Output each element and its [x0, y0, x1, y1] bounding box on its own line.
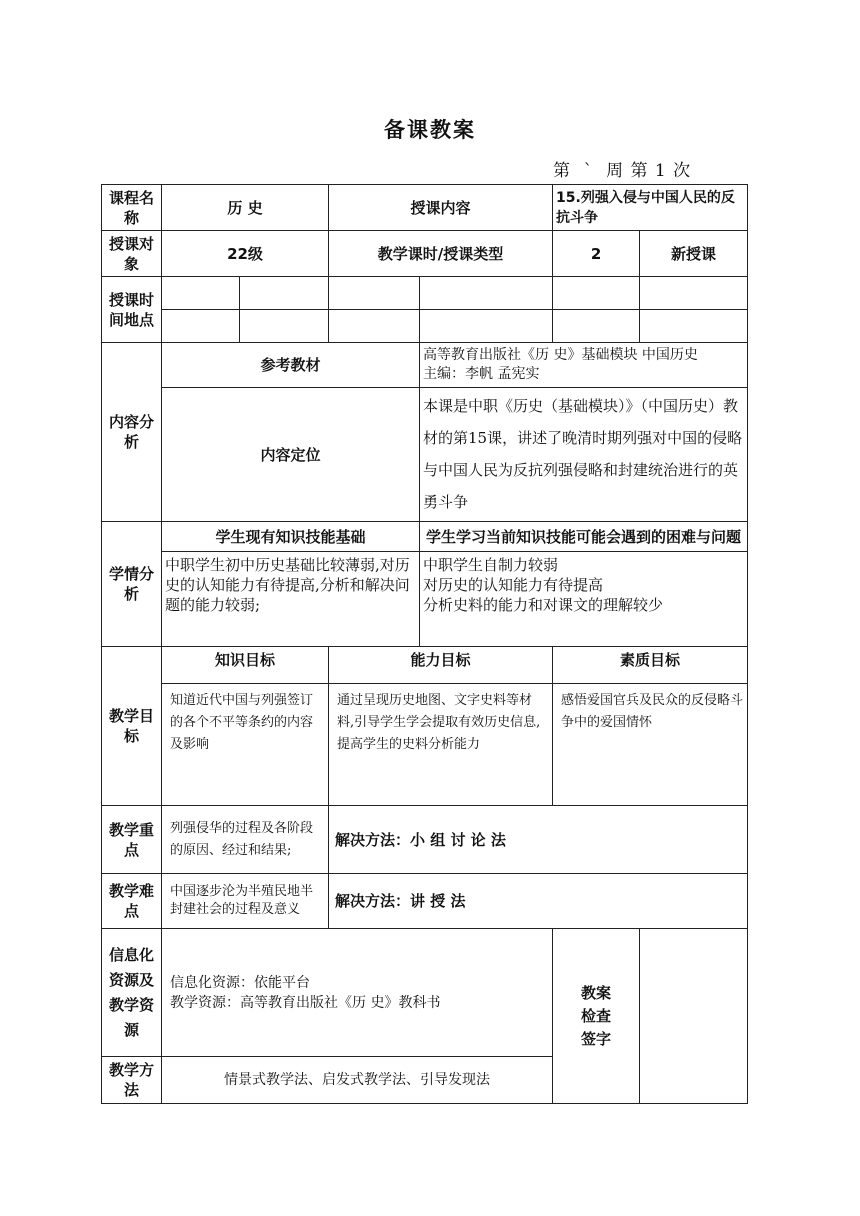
existing-skills-text: 中职学生初中历史基础比较薄弱,对历史的认知能力有待提高,分析和解决问题的能力较弱;: [162, 552, 420, 647]
target-label: 授课对象: [102, 231, 162, 277]
resource-line: 教学资源：高等教育出版社《历 史》教科书: [170, 994, 441, 1011]
time-place-cell[interactable]: [420, 277, 553, 310]
positioning-row: [102, 388, 748, 522]
resources-label: 信息化资源及教学资源: [102, 929, 162, 1057]
reference-row: [102, 343, 748, 388]
plan-check-signature-cell[interactable]: [640, 929, 748, 1104]
lesson-type-value: 新授课: [640, 231, 748, 277]
teaching-content-value: 15.列强入侵与中国人民的反抗斗争: [553, 185, 748, 231]
plan-check-signature-text: 教案检查签字: [581, 983, 612, 1048]
difficulty-label: 教学难点: [102, 874, 162, 929]
teaching-content-label: 授课内容: [329, 185, 553, 231]
resources-text: [162, 929, 553, 1057]
knowledge-goal-head: 知识目标: [162, 647, 329, 684]
target-value: 22级: [162, 231, 329, 277]
key-point-label: 教学重点: [102, 806, 162, 874]
time-place-cell[interactable]: [420, 310, 553, 343]
student-analysis-head-row: [102, 522, 748, 552]
ability-goal-head: 能力目标: [329, 647, 553, 684]
quality-goal-head: 素质目标: [553, 647, 748, 684]
reference-material-label: 参考教材: [162, 343, 420, 388]
reference-line: 高等教育出版社《历 史》基础模块 中国历史: [423, 347, 698, 363]
knowledge-goal-text: 知道近代中国与列强签订的各个不平等条约的内容及影响: [162, 684, 329, 806]
time-place-label: 授课时间地点: [102, 277, 162, 343]
existing-skills-head: 学生现有知识技能基础: [162, 522, 420, 552]
time-place-cell[interactable]: [329, 310, 420, 343]
lesson-plan-table: [101, 184, 748, 1104]
content-positioning-value: 本课是中职《历史（基础模块）》（中国历史）教材的第15课，讲述了晚清时期列强对中国的侵略与中国人民为反抗列强侵略和封建统治进行的英勇斗争: [420, 388, 748, 522]
time-place-cell[interactable]: [640, 277, 748, 310]
reference-line: 主编：李帆 孟宪实: [423, 366, 540, 382]
resource-line: 信息化资源：依能平台: [170, 974, 310, 991]
time-place-row: [102, 310, 748, 343]
time-place-cell[interactable]: [240, 310, 329, 343]
resources-row: [102, 929, 748, 1057]
plan-check-signature-label: [553, 929, 640, 1104]
difficulty-line: 对历史的认知能力有待提高: [423, 576, 604, 594]
week-session-line: 第 ` 周 第 1 次: [553, 161, 692, 181]
student-analysis-row: [102, 552, 748, 647]
time-place-cell[interactable]: [162, 310, 240, 343]
time-place-cell[interactable]: [640, 310, 748, 343]
time-place-cell[interactable]: [162, 277, 240, 310]
quality-goal-text: 感悟爱国官兵及民众的反侵略斗争中的爱国情怀: [553, 684, 748, 806]
time-place-row: [102, 277, 748, 310]
target-row: [102, 231, 748, 277]
content-positioning-label: 内容定位: [162, 388, 420, 522]
hours-type-label: 教学课时/授课类型: [329, 231, 553, 277]
difficulties-head: 学生学习当前知识技能可能会遇到的困难与问题: [420, 522, 748, 552]
goals-head-row: [102, 647, 748, 684]
reference-material-value: [420, 343, 748, 388]
difficulty-line: 中职学生自制力较弱: [423, 556, 559, 574]
student-analysis-label: 学情分析: [102, 522, 162, 647]
hours-value: 2: [553, 231, 640, 277]
document-title: 备课教案: [384, 118, 476, 142]
content-analysis-label: 内容分析: [102, 343, 162, 522]
ability-goal-text: 通过呈现历史地图、文字史料等材料,引导学生学会提取有效历史信息,提高学生的史料分析能力: [329, 684, 553, 806]
difficulty-text: 中国逐步沦为半殖民地半封建社会的过程及意义: [162, 874, 329, 929]
time-place-cell[interactable]: [553, 277, 640, 310]
time-place-cell[interactable]: [240, 277, 329, 310]
teaching-methods-label: 教学方法: [102, 1057, 162, 1104]
difficulty-row: [102, 874, 748, 929]
key-point-row: [102, 806, 748, 874]
teaching-goals-label: 教学目标: [102, 647, 162, 806]
teaching-methods-text: 情景式教学法、启发式教学法、引导发现法: [162, 1057, 553, 1104]
time-place-cell[interactable]: [553, 310, 640, 343]
goals-row: [102, 684, 748, 806]
difficulty-method: 解决方法：讲 授 法: [329, 874, 748, 929]
course-name-value: 历 史: [162, 185, 329, 231]
key-point-text: 列强侵华的过程及各阶段的原因、经过和结果;: [162, 806, 329, 874]
difficulty-line: 分析史料的能力和对课文的理解较少: [423, 596, 664, 614]
difficulties-text: [420, 552, 748, 647]
time-place-cell[interactable]: [329, 277, 420, 310]
course-name-label: 课程名称: [102, 185, 162, 231]
key-point-method: 解决方法：小 组 讨 论 法: [329, 806, 748, 874]
course-name-row: [102, 185, 748, 231]
